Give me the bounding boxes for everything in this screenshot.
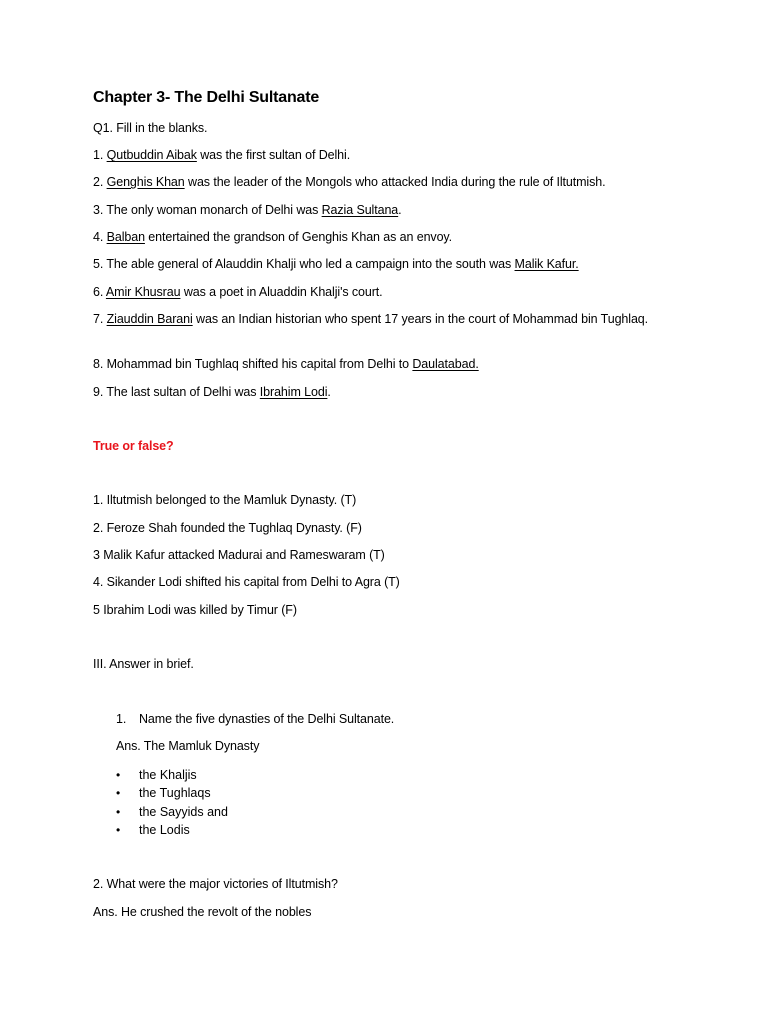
- section-heading-fill-blanks: Q1. Fill in the blanks.: [93, 121, 208, 135]
- true-false-item: 3 Malik Kafur attacked Madurai and Rameswaram (T): [93, 548, 385, 562]
- fill-blank-item: [93, 356, 479, 372]
- item-answer: Amir Khusrau: [105, 285, 181, 299]
- fill-blank-item: [93, 284, 383, 300]
- true-false-item: 1. Iltutmish belonged to the Mamluk Dynasty. (T): [93, 493, 357, 507]
- question-number: 1.: [116, 712, 127, 726]
- item-prefix: 6.: [93, 285, 106, 299]
- bullet-item: the Lodis: [139, 823, 190, 837]
- item-answer: Genghis Khan: [106, 175, 185, 189]
- item-answer: Ibrahim Lodi: [259, 385, 328, 399]
- bullet-icon: •: [116, 823, 121, 837]
- item-prefix: 8. Mohammad bin Tughlaq shifted his capital from Delhi to: [93, 357, 413, 371]
- item-suffix: .: [398, 203, 402, 217]
- item-prefix: 9. The last sultan of Delhi was: [93, 385, 260, 399]
- bullet-icon: •: [116, 805, 121, 819]
- answer-text: Ans. He crushed the revolt of the nobles: [93, 905, 312, 919]
- question-text: 2. What were the major victories of Iltutmish?: [93, 877, 338, 891]
- question-text: Name the five dynasties of the Delhi Sultanate.: [139, 712, 395, 726]
- item-suffix: was the leader of the Mongols who attacked India during the rule of Iltutmish.: [184, 175, 606, 189]
- item-prefix: 3. The only woman monarch of Delhi was: [93, 203, 322, 217]
- bullet-icon: •: [116, 786, 121, 800]
- true-false-item: 4. Sikander Lodi shifted his capital from Delhi to Agra (T): [93, 575, 400, 589]
- section-heading-answer-brief: III. Answer in brief.: [93, 657, 194, 671]
- true-false-item: 2. Feroze Shah founded the Tughlaq Dynasty. (F): [93, 521, 362, 535]
- true-false-item: 5 Ibrahim Lodi was killed by Timur (F): [93, 603, 297, 617]
- item-suffix: entertained the grandson of Genghis Khan as an envoy.: [144, 230, 453, 244]
- item-answer: Malik Kafur.: [514, 257, 579, 271]
- item-answer: Qutbuddin Aibak: [106, 148, 197, 162]
- fill-blank-item: [93, 202, 402, 218]
- answer-text: Ans. The Mamluk Dynasty: [116, 739, 260, 753]
- item-suffix: was an Indian historian who spent 17 years in the court of Mohammad bin Tughlaq.: [192, 312, 649, 326]
- item-answer: Balban: [106, 230, 145, 244]
- bullet-item: the Sayyids and: [139, 805, 228, 819]
- fill-blank-item: [93, 174, 605, 190]
- fill-blank-item: [93, 229, 452, 245]
- fill-blank-item: [93, 384, 331, 400]
- item-suffix: .: [327, 385, 331, 399]
- item-prefix: 5. The able general of Alauddin Khalji who led a campaign into the south was: [93, 257, 515, 271]
- fill-blank-item: [93, 256, 579, 272]
- section-heading-true-false: True or false?: [93, 439, 174, 453]
- item-prefix: 7.: [93, 312, 107, 326]
- page-title: Chapter 3- The Delhi Sultanate: [93, 89, 320, 106]
- item-prefix: 1.: [93, 148, 107, 162]
- bullet-icon: •: [116, 768, 121, 782]
- fill-blank-item: [93, 311, 663, 327]
- bullet-item: the Khaljis: [139, 768, 197, 782]
- item-suffix: was the first sultan of Delhi.: [196, 148, 351, 162]
- fill-blank-item: [93, 147, 350, 163]
- item-suffix: was a poet in Aluaddin Khalji's court.: [180, 285, 383, 299]
- item-prefix: 2.: [93, 175, 107, 189]
- item-prefix: 4.: [93, 230, 107, 244]
- item-answer: Razia Sultana: [321, 203, 399, 217]
- item-answer: Ziauddin Barani: [106, 312, 193, 326]
- item-answer: Daulatabad.: [412, 357, 479, 371]
- bullet-item: the Tughlaqs: [139, 786, 211, 800]
